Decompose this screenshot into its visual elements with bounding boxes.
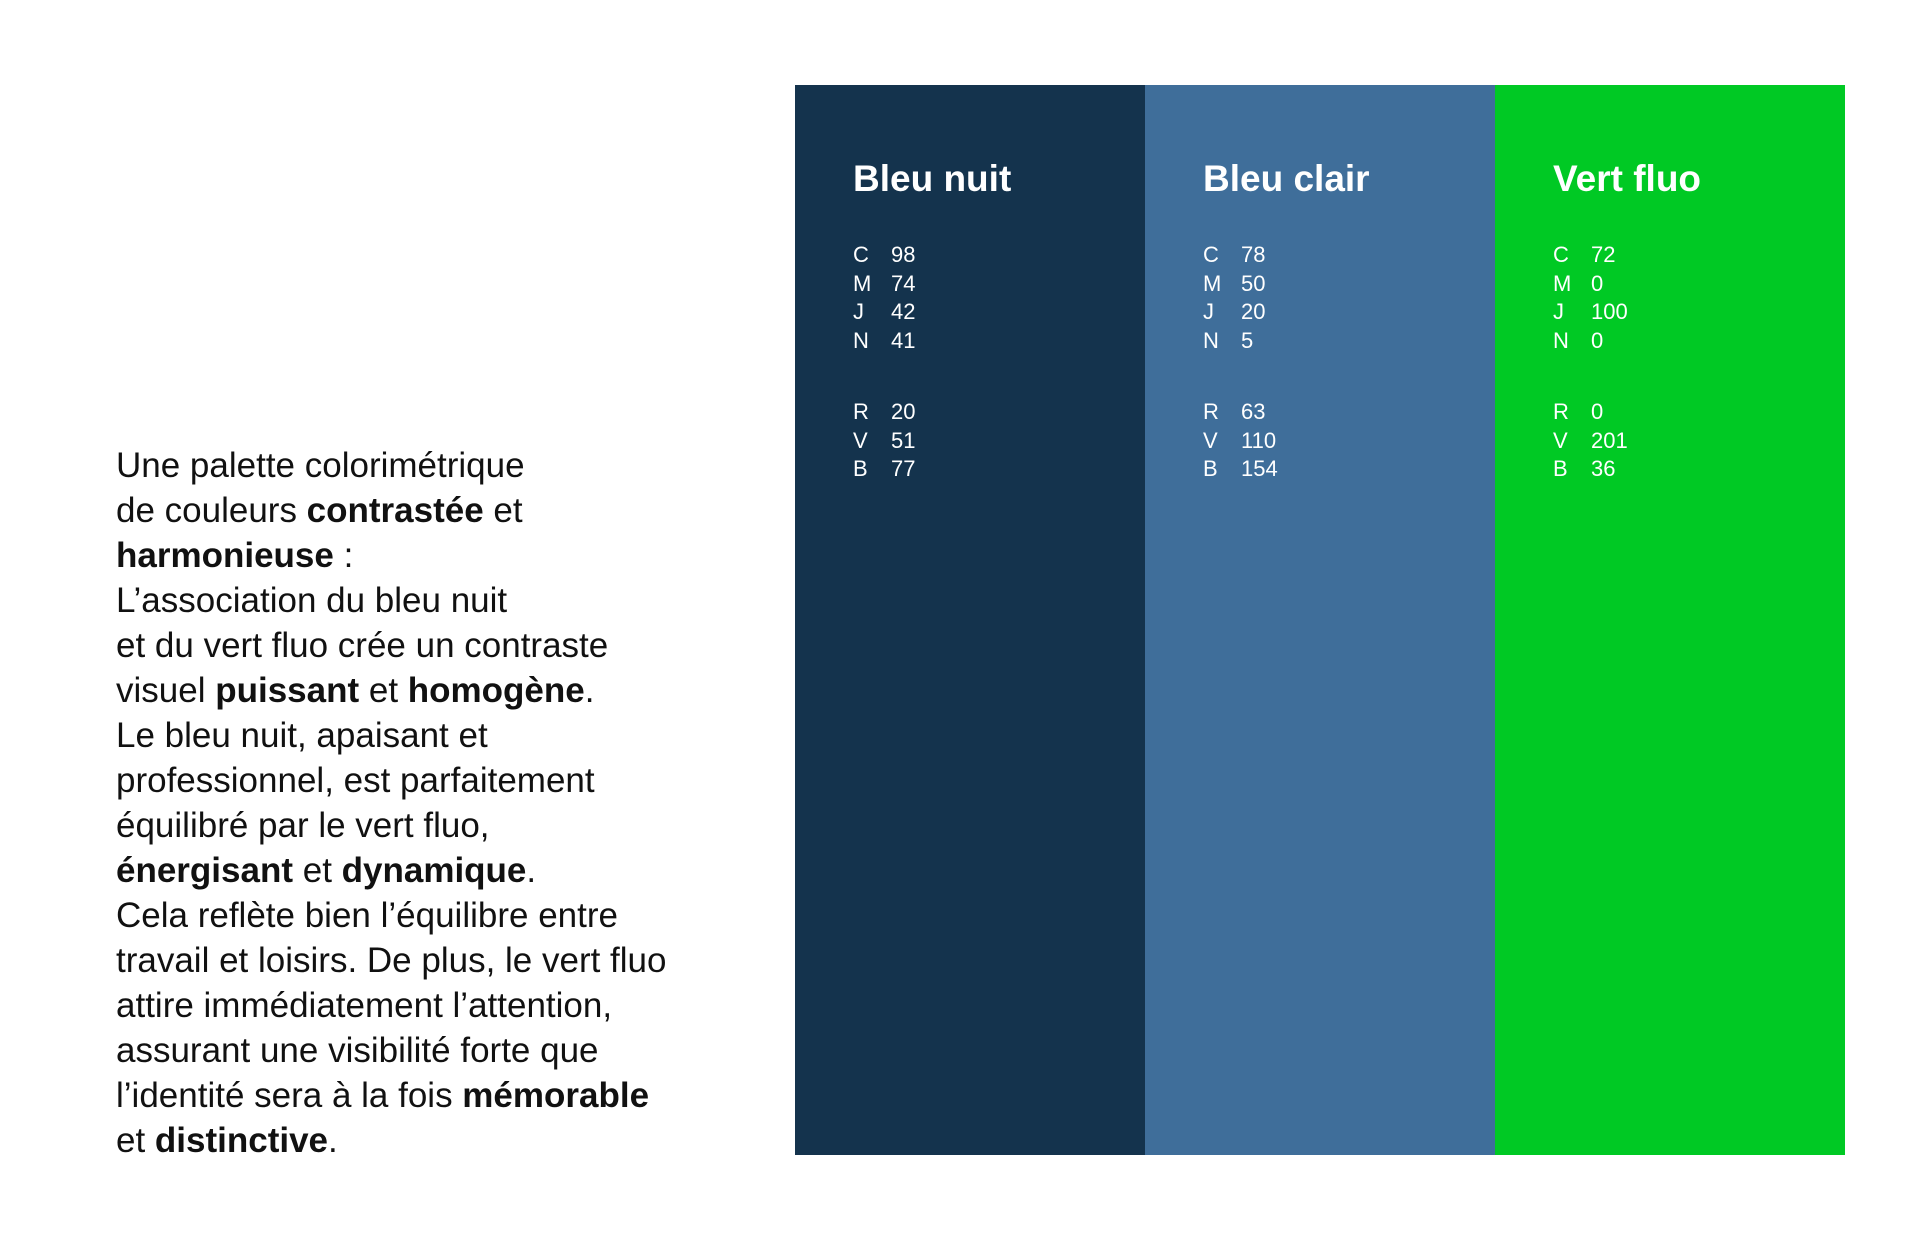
channel-value: 36 bbox=[1591, 456, 1616, 481]
channel-value: 77 bbox=[891, 456, 916, 481]
channel-value: 20 bbox=[891, 399, 916, 424]
swatch-title: Bleu clair bbox=[1203, 158, 1370, 199]
value-row bbox=[853, 455, 915, 484]
description-line: L’association du bleu nuit bbox=[116, 581, 508, 620]
channel-value: 78 bbox=[1241, 242, 1266, 267]
channel-label: C bbox=[853, 242, 869, 267]
swatch-title: Vert fluo bbox=[1553, 158, 1702, 199]
channel-label: N bbox=[1553, 327, 1569, 353]
value-row bbox=[1553, 270, 1628, 299]
emphasis: mémorable bbox=[462, 1076, 650, 1115]
value-row bbox=[1203, 327, 1265, 356]
channel-value: 98 bbox=[891, 242, 916, 267]
value-row bbox=[1203, 455, 1278, 484]
description-line: Cela reflète bien l’équilibre entre bbox=[116, 896, 618, 935]
channel-value: 51 bbox=[891, 427, 916, 453]
rgb-values bbox=[1203, 398, 1278, 484]
value-row bbox=[853, 298, 915, 327]
value-row bbox=[1203, 270, 1265, 299]
channel-label: B bbox=[1203, 456, 1218, 481]
description-line: Une palette colorimétrique bbox=[116, 446, 525, 485]
description-line: et distinctive. bbox=[116, 1121, 338, 1160]
emphasis: distinctive bbox=[154, 1121, 329, 1160]
description-line: Le bleu nuit, apaisant et bbox=[116, 716, 488, 755]
channel-value: 154 bbox=[1241, 456, 1278, 481]
rgb-values bbox=[1553, 398, 1628, 484]
value-row bbox=[1203, 298, 1265, 327]
value-row bbox=[1553, 327, 1628, 356]
emphasis: dynamique bbox=[341, 851, 527, 890]
value-row bbox=[1553, 455, 1628, 484]
channel-value: 5 bbox=[1241, 327, 1254, 353]
channel-value: 0 bbox=[1591, 327, 1604, 353]
description-line: assurant une visibilité forte que bbox=[116, 1031, 599, 1070]
channel-value: 100 bbox=[1591, 299, 1628, 324]
channel-label: N bbox=[853, 327, 869, 353]
channel-value: 50 bbox=[1241, 270, 1266, 296]
channel-value: 63 bbox=[1241, 399, 1266, 424]
channel-label: B bbox=[1553, 456, 1568, 481]
channel-value: 0 bbox=[1591, 270, 1604, 296]
value-row bbox=[1553, 398, 1628, 427]
channel-label: M bbox=[853, 270, 872, 296]
description-line: travail et loisirs. De plus, le vert fluo bbox=[116, 941, 667, 980]
value-row bbox=[1203, 398, 1278, 427]
value-row bbox=[1203, 427, 1278, 456]
channel-label: R bbox=[1553, 399, 1569, 424]
swatch-bleu-nuit bbox=[795, 85, 1145, 1155]
channel-value: 0 bbox=[1591, 399, 1604, 424]
channel-value: 42 bbox=[891, 299, 916, 324]
channel-label: R bbox=[1203, 399, 1219, 424]
channel-label: V bbox=[1203, 427, 1218, 453]
description-line: visuel puissant et homogène. bbox=[116, 671, 595, 710]
value-row bbox=[1553, 298, 1628, 327]
value-row bbox=[1553, 427, 1628, 456]
description-line: et du vert fluo crée un contraste bbox=[116, 626, 609, 665]
description-line: équilibré par le vert fluo, bbox=[116, 806, 490, 845]
channel-label: J bbox=[853, 299, 864, 324]
channel-label: V bbox=[853, 427, 868, 453]
channel-label: C bbox=[1203, 242, 1219, 267]
channel-value: 72 bbox=[1591, 242, 1616, 267]
emphasis: contrastée bbox=[306, 491, 484, 530]
cmyk-values bbox=[1553, 241, 1628, 355]
swatch-bleu-clair bbox=[1145, 85, 1495, 1155]
description-line: harmonieuse : bbox=[116, 536, 354, 575]
description-line: professionnel, est parfaitement bbox=[116, 761, 595, 800]
value-row bbox=[853, 270, 915, 299]
channel-label: J bbox=[1553, 299, 1564, 324]
value-row bbox=[853, 427, 915, 456]
channel-value: 41 bbox=[891, 327, 916, 353]
rgb-values bbox=[853, 398, 915, 484]
channel-label: B bbox=[853, 456, 868, 481]
emphasis: énergisant bbox=[116, 851, 293, 890]
description-line: attire immédiatement l’attention, bbox=[116, 986, 613, 1025]
value-row bbox=[853, 327, 915, 356]
description-line: énergisant et dynamique. bbox=[116, 851, 537, 890]
cmyk-values bbox=[1203, 241, 1265, 355]
channel-label: V bbox=[1553, 427, 1568, 453]
cmyk-values bbox=[853, 241, 915, 355]
color-palette bbox=[795, 85, 1845, 1155]
palette-description bbox=[116, 443, 716, 1163]
swatch-title: Bleu nuit bbox=[853, 158, 1012, 199]
channel-label: M bbox=[1203, 270, 1222, 296]
channel-label: N bbox=[1203, 327, 1219, 353]
emphasis: harmonieuse bbox=[116, 536, 334, 575]
emphasis: homogène bbox=[407, 671, 585, 710]
description-line: l’identité sera à la fois mémorable bbox=[116, 1076, 650, 1115]
channel-value: 20 bbox=[1241, 299, 1266, 324]
channel-label: C bbox=[1553, 242, 1569, 267]
channel-value: 201 bbox=[1591, 427, 1628, 453]
channel-label: M bbox=[1553, 270, 1572, 296]
swatch-vert-fluo bbox=[1495, 85, 1845, 1155]
description-line: de couleurs contrastée et bbox=[116, 491, 523, 530]
value-row bbox=[853, 241, 915, 270]
channel-value: 74 bbox=[891, 270, 916, 296]
channel-value: 110 bbox=[1241, 427, 1277, 453]
channel-label: J bbox=[1203, 299, 1214, 324]
channel-label: R bbox=[853, 399, 869, 424]
value-row bbox=[1203, 241, 1265, 270]
value-row bbox=[1553, 241, 1628, 270]
emphasis: puissant bbox=[215, 671, 360, 710]
value-row bbox=[853, 398, 915, 427]
